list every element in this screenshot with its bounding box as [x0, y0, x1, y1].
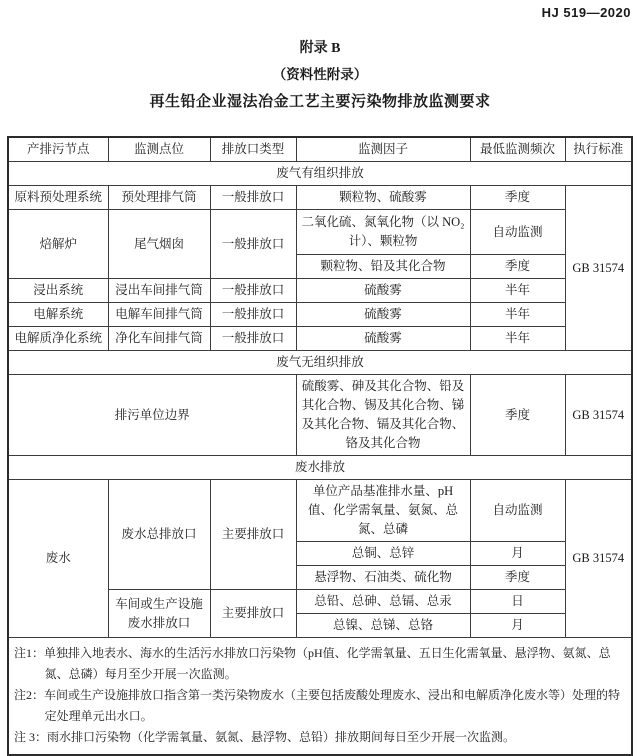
cell-electrolysis-factor: 硫酸雾 [296, 303, 470, 327]
cell-gas-standard: GB 31574 [565, 186, 632, 351]
appendix-label: 附录 B [299, 41, 341, 56]
notes-cell [8, 638, 632, 756]
monitoring-requirements-table [7, 136, 633, 756]
cell-wastewater-factor2: 总铜、总锌 [296, 542, 470, 566]
table-row [8, 279, 632, 303]
col-header-point: 监测点位 [108, 137, 210, 162]
cell-pretreatment-node: 原料预处理系统 [8, 186, 108, 210]
section-label: 废水排放 [8, 456, 632, 480]
cell-pretreatment-factor: 颗粒物、硫酸雾 [296, 186, 470, 210]
col-header-frequency: 最低监测频次 [470, 137, 565, 162]
cell-pretreatment-frequency: 季度 [470, 186, 565, 210]
section-row-wastewater [8, 456, 632, 480]
cell-leaching-point: 浸出车间排气筒 [108, 279, 210, 303]
cell-wastewater-factor3: 悬浮物、石油类、硫化物 [296, 566, 470, 590]
cell-purification-node: 电解质净化系统 [8, 327, 108, 351]
cell-boundary-factor: 硫酸雾、砷及其化合物、铅及其化合物、锡及其化合物、锑及其化合物、镉及其化合物、铬及其化合物 [296, 375, 470, 456]
table-row [8, 480, 632, 542]
note-1: 注1：单独排入地表水、海水的生活污水排放口污染物（pH值、化学需氧量、五日生化需氧量、悬浮物、氨氮、总氮、总磷）每月至少开展一次监测。 [14, 646, 611, 681]
note-3: 注 3：雨水排口污染物（化学需氧量、氨氮、悬浮物、总铅）排放期间每日至少开展一次监测。 [14, 730, 516, 744]
cell-purification-frequency: 半年 [470, 327, 565, 351]
note-2: 注2：车间或生产设施排放口指含第一类污染物废水（主要包括废酸处理废水、浸出和电解质净化废水等）处理的特定处理单元出水口。 [14, 688, 621, 723]
cell-boundary-frequency: 季度 [470, 375, 565, 456]
table-header-row [8, 137, 632, 162]
cell-roasting-frequency1: 自动监测 [470, 210, 565, 255]
cell-workshop-factor1: 总铅、总砷、总镉、总汞 [296, 590, 470, 614]
col-header-node: 产排污节点 [8, 137, 108, 162]
cell-leaching-frequency: 半年 [470, 279, 565, 303]
cell-roasting-frequency2: 季度 [470, 255, 565, 279]
cell-wastewater-frequency3: 季度 [470, 566, 565, 590]
cell-workshop-point: 车间或生产设施废水排放口 [108, 590, 210, 638]
table-row [8, 210, 632, 255]
cell-roasting-factor1: 二氧化硫、氮氧化物（以 NO₂ 计）、颗粒物 [296, 210, 470, 255]
section-label: 废气无组织排放 [8, 351, 632, 375]
cell-workshop-factor2: 总镍、总锑、总铬 [296, 614, 470, 638]
cell-roasting-outlet: 一般排放口 [210, 210, 296, 279]
cell-pretreatment-outlet: 一般排放口 [210, 186, 296, 210]
col-header-standard: 执行标准 [565, 137, 632, 162]
table-row [8, 186, 632, 210]
cell-electrolysis-node: 电解系统 [8, 303, 108, 327]
cell-workshop-frequency2: 月 [470, 614, 565, 638]
section-row-fugitive-gas [8, 351, 632, 375]
cell-roasting-factor2: 颗粒物、铅及其化合物 [296, 255, 470, 279]
section-row-organized-gas [8, 162, 632, 186]
notes-row [8, 638, 632, 756]
cell-leaching-node: 浸出系统 [8, 279, 108, 303]
appendix-type-label: （资料性附录） [272, 67, 368, 82]
cell-electrolysis-outlet: 一般排放口 [210, 303, 296, 327]
cell-purification-factor: 硫酸雾 [296, 327, 470, 351]
col-header-factor: 监测因子 [296, 137, 470, 162]
cell-roasting-node: 焙解炉 [8, 210, 108, 279]
table-row [8, 375, 632, 456]
cell-leaching-outlet: 一般排放口 [210, 279, 296, 303]
cell-pretreatment-point: 预处理排气筒 [108, 186, 210, 210]
cell-purification-outlet: 一般排放口 [210, 327, 296, 351]
cell-wastewater-standard: GB 31574 [565, 480, 632, 638]
cell-wastewater-factor1: 单位产品基准排水量、pH 值、化学需氧量、氨氮、总氮、总磷 [296, 480, 470, 542]
col-header-outlet: 排放口类型 [210, 137, 296, 162]
cell-workshop-frequency1: 日 [470, 590, 565, 614]
cell-boundary-node: 排污单位边界 [8, 375, 296, 456]
cell-wastewater-outlet: 主要排放口 [210, 480, 296, 590]
cell-boundary-standard: GB 31574 [565, 375, 632, 456]
table-row [8, 327, 632, 351]
doc-number: HJ 519—2020 [541, 5, 631, 20]
cell-workshop-outlet: 主要排放口 [210, 590, 296, 638]
cell-wastewater-frequency2: 月 [470, 542, 565, 566]
table-row [8, 303, 632, 327]
cell-roasting-point: 尾气烟囱 [108, 210, 210, 279]
cell-wastewater-point: 废水总排放口 [108, 480, 210, 590]
section-label: 废气有组织排放 [8, 162, 632, 186]
cell-wastewater-node: 废水 [8, 480, 108, 638]
cell-wastewater-frequency1: 自动监测 [470, 480, 565, 542]
cell-leaching-factor: 硫酸雾 [296, 279, 470, 303]
cell-electrolysis-frequency: 半年 [470, 303, 565, 327]
cell-electrolysis-point: 电解车间排气筒 [108, 303, 210, 327]
cell-purification-point: 净化车间排气筒 [108, 327, 210, 351]
page-title: 再生铅企业湿法冶金工艺主要污染物排放监测要求 [149, 94, 491, 110]
